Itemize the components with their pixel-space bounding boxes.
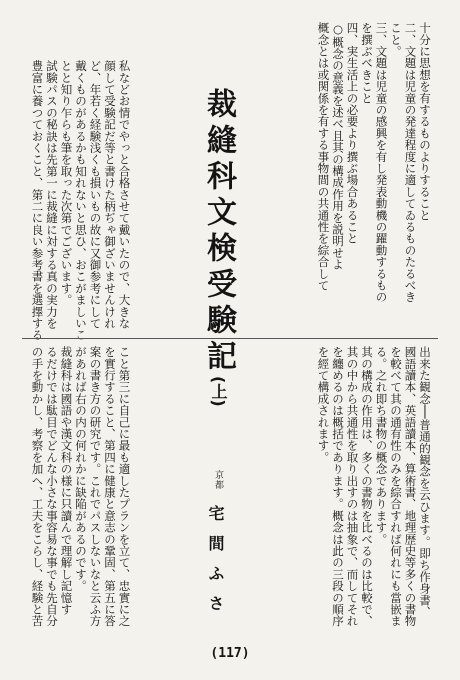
text-line: 二、文題は児童の発達程度に適してゐるものたるべき (403, 22, 418, 303)
bottom-right-text (316, 346, 432, 636)
text-line: 戴くものがあるかも知れないと思ひ、おこがましいこ (74, 60, 88, 341)
text-line: を較べて其の通有性のみを綜合すれば何れにも當嵌ま (389, 346, 403, 627)
text-line: るだけでは駄目でどんな小さな事容易な事でも先自分 (45, 346, 59, 627)
text-line: 裁縫科は國語や漢文科の様に只讀んで理解し記憶す (59, 346, 74, 616)
article-title (198, 88, 238, 407)
text-line: 十分に思想を有するものよりすること (418, 22, 432, 221)
text-line: 試験パスの秘訣は先第一に裁縫に対する真の実力を (45, 60, 59, 330)
text-line: 國語讀本、英語讀本、算術書、地理歴史等多くの書物 (403, 346, 418, 627)
author-name (205, 505, 225, 625)
text-line: 概念とは或関係を有する事物間の共通性を綜合して (316, 22, 331, 292)
text-line: 顔して受験記だ等と書けた柄ぢゃ御ざいませんけれ (103, 60, 117, 330)
text-line: こと第三に自己に最も適したプランを立て、忠實に之 (117, 346, 132, 627)
page-number: (117) (210, 646, 250, 661)
text-line: の手を動かし、考察を加へ、工夫をこらし、経験と苦 (30, 346, 45, 627)
text-line: る。之れ即ち書物の概念であります。 (374, 346, 389, 545)
text-line: を撰ぶべきこと (360, 22, 374, 104)
top-right-text (316, 22, 432, 322)
text-line: 案の書き方の研究です。これでパスしないなと云ふ方 (88, 346, 103, 627)
title-suffix: (上) (209, 376, 228, 407)
section-divider (22, 338, 438, 339)
text-line: があれば右の内の何れかに缺陥があるのです。 (74, 346, 88, 592)
top-left-text (30, 60, 132, 341)
text-line: を實行すること、第四に健康と意志の鞏固、第五に答 (103, 346, 117, 627)
text-line: 出来た観念──普通的観念を云ひます。即ち作身書、 (418, 346, 432, 618)
text-line: ど、年若く経験浅くも損いもの故に又御参考にして (88, 60, 103, 330)
text-line: 四、実生活上の必要より撰ぶ場合あること (345, 22, 360, 245)
text-line: 其の中から共通性を取り出すのは抽象で、而してそれ (345, 346, 360, 627)
text-line: ○概念の意義を述べ且其の構成作用を説明せよ (331, 22, 345, 271)
text-line: 私などお情でやっと合格させて戴いたので、大きな (117, 60, 132, 330)
author-prefix (212, 470, 225, 490)
text-line: 豊富に養つておくこと、第二に良い参考書を選擇する (30, 60, 45, 341)
text-line: とと知り乍らも筆を取った次第でございます。 (59, 60, 74, 306)
author-prefix-text: 京都 (213, 470, 223, 490)
text-line: を經て構成されます。 (316, 346, 331, 463)
text-line: を纏めるのは概括であります。概念は此の三段の順序 (331, 346, 345, 627)
text-line: こと。 (389, 22, 403, 58)
author-name-text: 宅間ふさ (206, 505, 225, 625)
bottom-left-text (30, 346, 132, 636)
text-line: 三、文題は児童の感興を有し発表動機の躍動するもの (374, 22, 389, 303)
title-main: 裁縫科文検受験記 (201, 88, 236, 376)
text-line: 其の構成の作用は、多くの書物を比べるのは比較で、 (360, 346, 374, 627)
